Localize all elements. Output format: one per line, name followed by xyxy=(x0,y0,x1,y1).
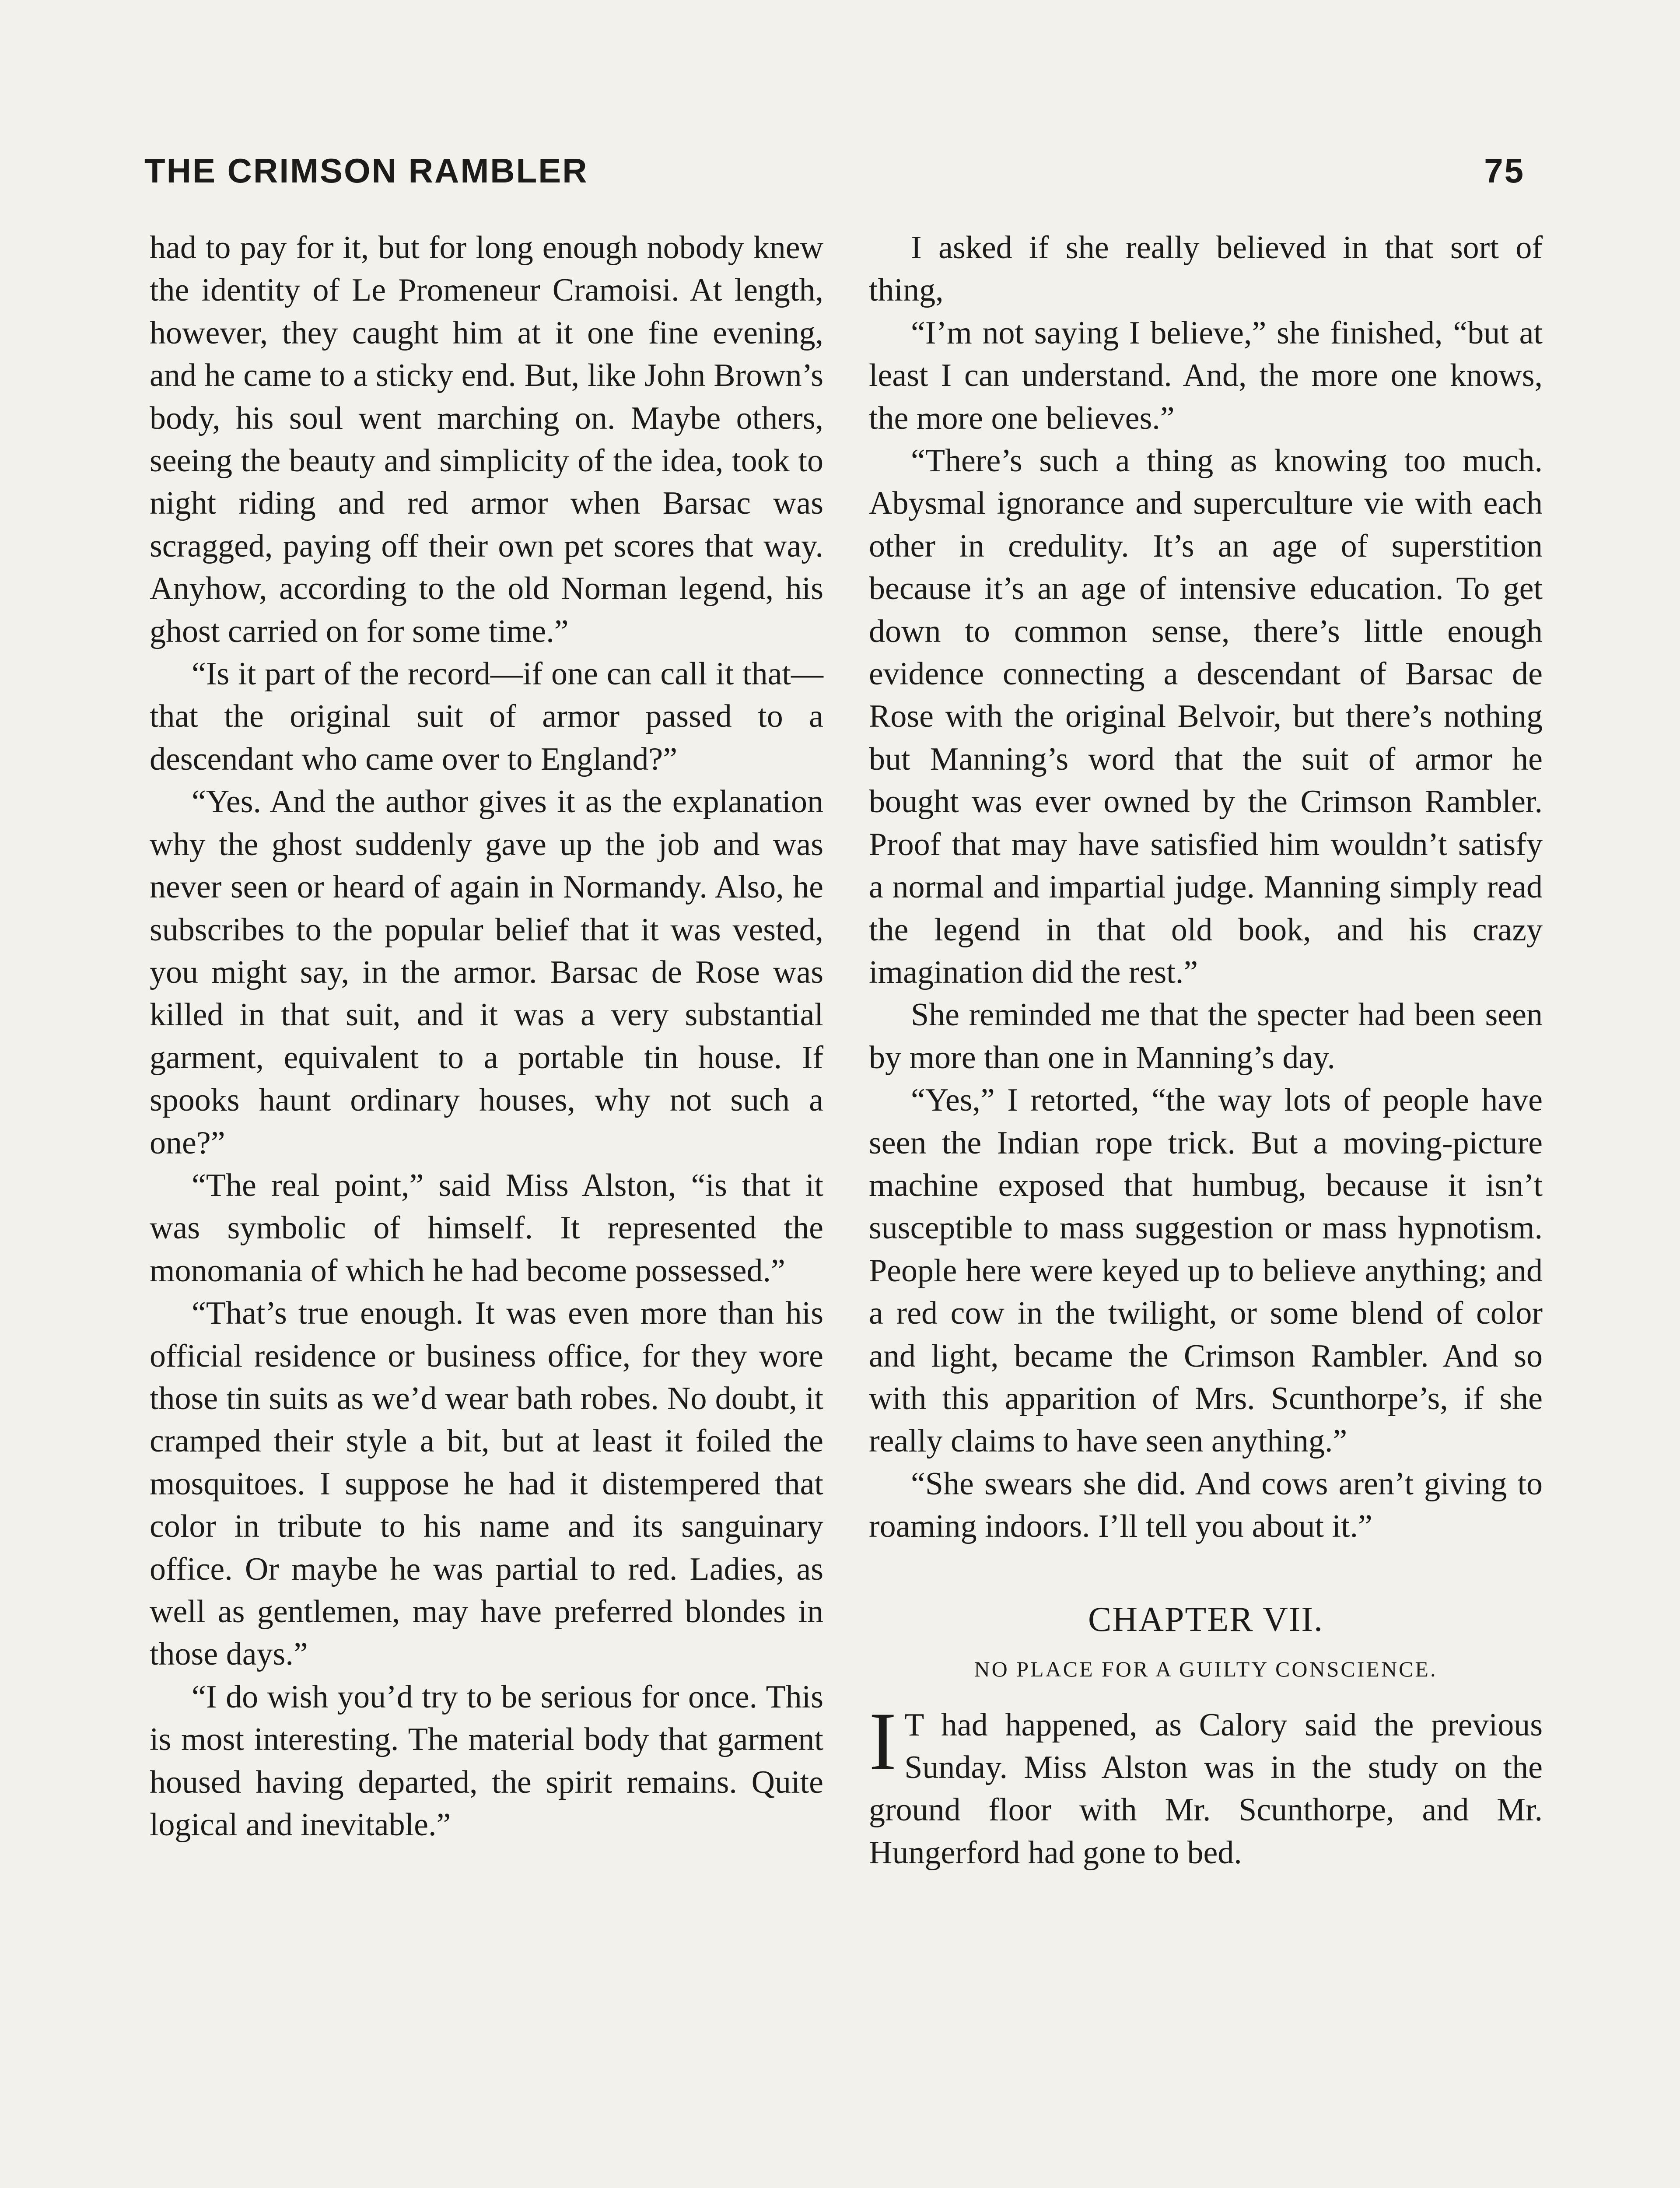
opening-text: T had happened, as Calory said the previous Sunday. Miss Alston was in the study on the ground floor with Mr. Scunthorpe, and Mr. Hungerford had gone to bed. xyxy=(869,1707,1543,1871)
paragraph: “There’s such a thing as knowing too much. Abysmal ignorance and superculture vie with each other in credulity. It’s an age of superstition because it’s an age of intensive education. To get down to common sense, there’s little enough evidence connecting a descendant of Barsac de Rose with the original Belvoir, but there’s nothing but Manning’s word that the suit of armor he bought was ever owned by the Crimson Rambler. Proof that may have satisfied him wouldn’t satisfy a normal and impartial judge. Manning simply read the legend in that old book, and his crazy imagination did the rest.” xyxy=(869,443,1543,990)
paragraph: had to pay for it, but for long enough nobody knew the identity of Le Promeneur Cramoisi. At length, however, they caught him at it one fine evening, and he came to a sticky end. But, like John Brown’s body, his soul went marching on. Maybe others, seeing the beauty and simplicity of the idea, took to night riding and red armor when Barsac was scragged, paying off their own pet scores that way. Anyhow, according to the old Norman legend, his ghost carried on for some time.” xyxy=(150,230,823,649)
page-number: 75 xyxy=(1484,151,1525,190)
paragraph: “Is it part of the record—if one can call it that—that the original suit of armor passed to a descendant who came over to England?” xyxy=(150,656,823,777)
paragraph: “Yes. And the author gives it as the explanation why the ghost suddenly gave up the job and was never seen or heard of again in Normandy. Also, he subscribes to the popular belief that it was vested, you might say, in the armor. Barsac de Rose was killed in that suit, and it was a very substantial garment, equivalent to a portable tin house. If spooks haunt ordinary houses, why not such a one?” xyxy=(150,784,823,1161)
running-title: THE CRIMSON RAMBLER xyxy=(144,151,588,190)
paragraph: “I’m not saying I believe,” she finished, “but at least I can understand. And, the more one knows, the more one believes.” xyxy=(869,315,1543,436)
paragraph: She reminded me that the specter had been seen by more than one in Manning’s day. xyxy=(869,997,1543,1076)
chapter-title: CHAPTER VII. xyxy=(1088,1600,1324,1639)
paragraph: “I do wish you’d try to be serious for once. This is most interesting. The material body that garment housed having departed, the spirit remains. Quite logical and inevitable.” xyxy=(150,1679,823,1843)
paragraph: “That’s true enough. It was even more than his official residence or business office, for they wore those tin suits as we’d wear bath robes. No doubt, it cramped their style a bit, but at least it foiled the mosquitoes. I suppose he had it distempered that color in tribute to his name and its sanguinary office. Or maybe he was partial to red. Ladies, as well as gentlemen, may have preferred blondes in those days.” xyxy=(150,1295,823,1673)
chapter-opening-paragraph xyxy=(869,1695,1543,1875)
chapter-subtitle: NO PLACE FOR A GUILTY CONSCIENCE. xyxy=(974,1656,1438,1681)
drop-cap: I xyxy=(869,1695,897,1788)
paragraph: “The real point,” said Miss Alston, “is that it was symbolic of himself. It represented the monomania of which he had become possessed.” xyxy=(150,1167,823,1289)
right-column xyxy=(869,227,1543,1874)
paragraph: “Yes,” I retorted, “the way lots of people have seen the Indian rope trick. But a moving-picture machine exposed that humbug, because it isn’t susceptible to mass suggestion or mass hypnotism. People here were keyed up to believe anything; and a red cow in the twilight, or some blend of color and light, became the Crimson Rambler. And so with this apparition of Mrs. Scunthorpe’s, if she really claims to have seen anything.” xyxy=(869,1082,1543,1459)
paragraph: I asked if she really believed in that sort of thing, xyxy=(869,230,1543,309)
left-column xyxy=(150,227,823,1846)
running-head xyxy=(144,144,1525,197)
paragraph: “She swears she did. And cows aren’t giving to roaming indoors. I’ll tell you about it.” xyxy=(869,1466,1543,1545)
